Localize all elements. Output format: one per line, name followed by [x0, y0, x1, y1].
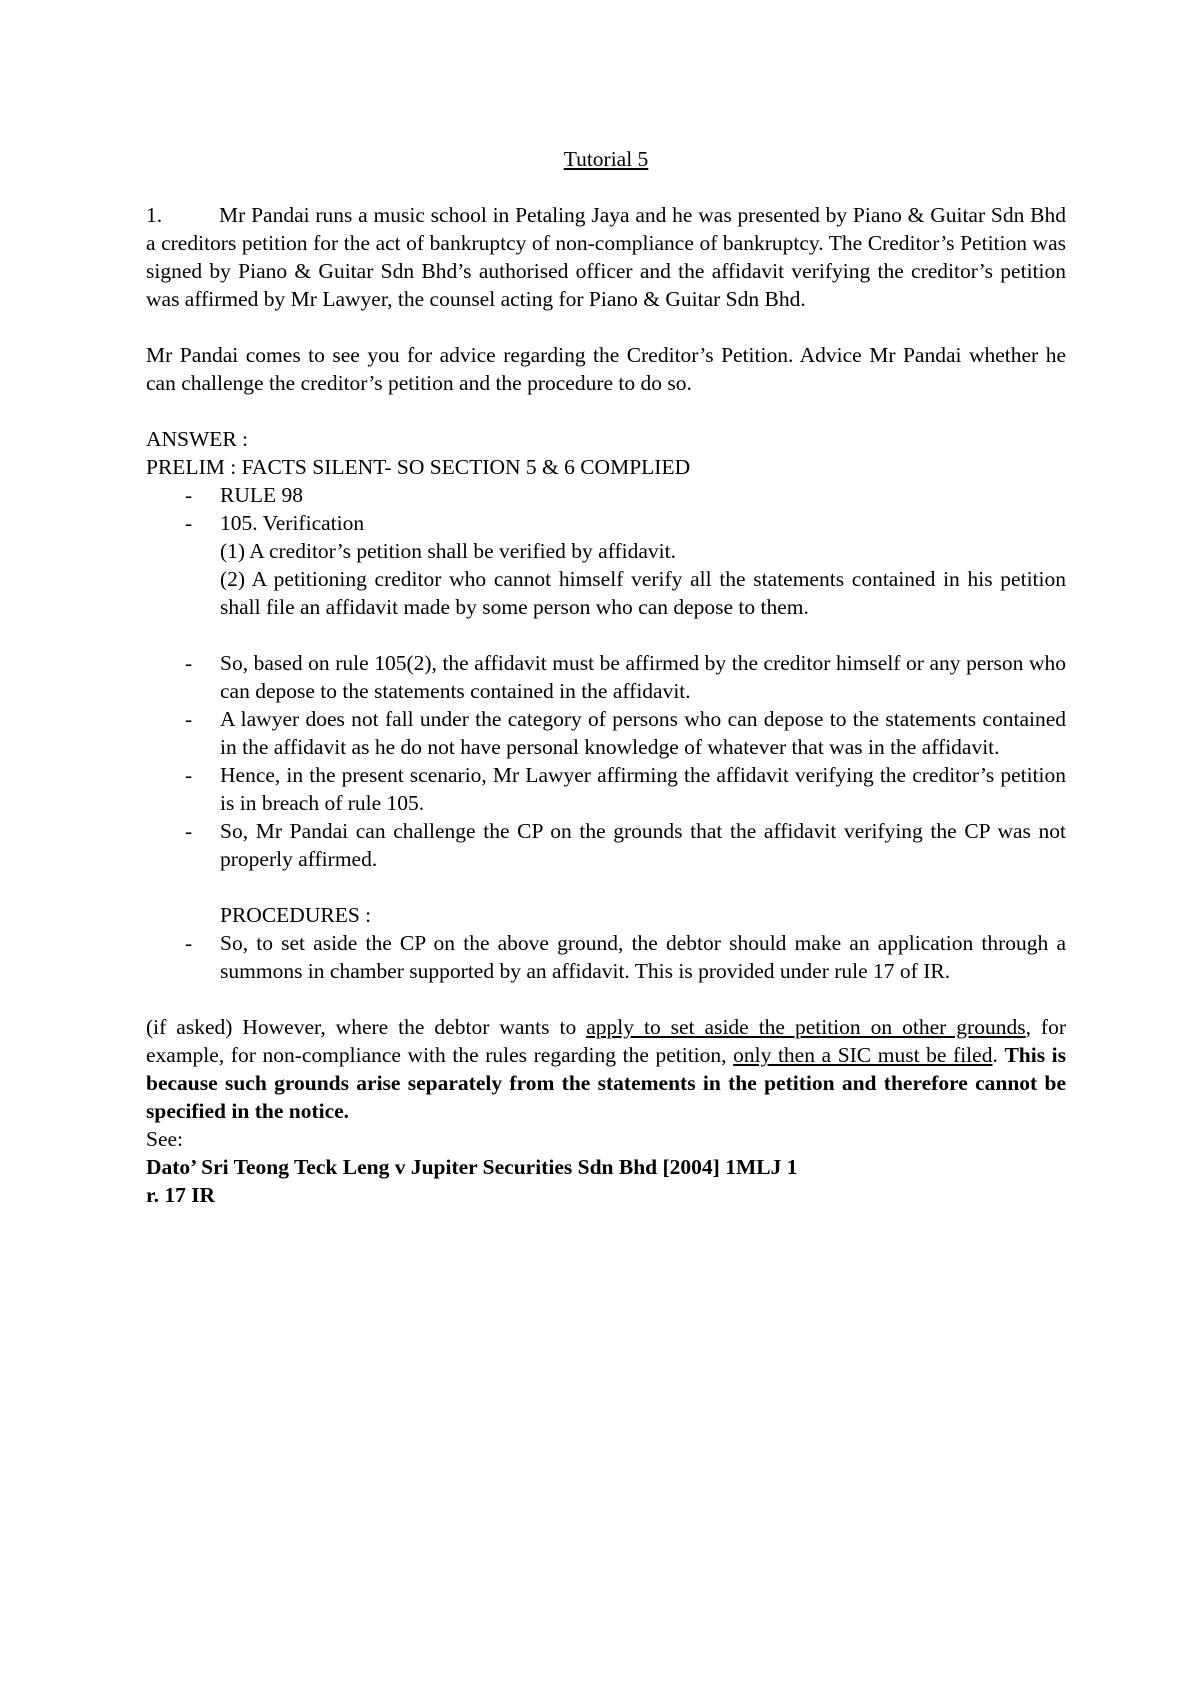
- list-item: - A lawyer does not fall under the category of persons who can depose to the statements contained in the affidavit as he do not have personal knowledge of whatever that was in the affidavit.: [146, 705, 1066, 761]
- rule-reference: r. 17 IR: [146, 1183, 216, 1207]
- list-item: - So, Mr Pandai can challenge the CP on the grounds that the affidavit verifying the CP was not properly affirmed.: [146, 817, 1066, 873]
- question-followup: Mr Pandai comes to see you for advice regarding the Creditor’s Petition. Advice Mr Pandai whether he can challenge the creditor’s petition and the procedure to do so.: [146, 343, 1066, 395]
- rule-text: RULE 98: [220, 483, 304, 507]
- spacer: [146, 313, 1066, 341]
- list-item: [146, 481, 1066, 509]
- closing-text-1: (if asked) However, where the debtor wants to: [146, 1015, 587, 1039]
- analysis-list: [146, 649, 1066, 873]
- spacer: [146, 873, 1066, 901]
- list-item: - Hence, in the present scenario, Mr Lawyer affirming the affidavit verifying the creditor’s petition is in breach of rule 105.: [146, 761, 1066, 817]
- verification-clause-2: (2) A petitioning creditor who cannot himself verify all the statements contained in his petition shall file an affidavit made by some person who can depose to them.: [220, 567, 1066, 619]
- closing-text-2: , for example, for non-compliance with the rules regarding the petition,: [146, 1015, 1066, 1067]
- case-citation: Dato’ Sri Teong Teck Leng v Jupiter Securities Sdn Bhd [2004] 1MLJ 1: [146, 1155, 798, 1179]
- document-page: [146, 145, 1066, 1209]
- answer-heading: ANSWER :: [146, 427, 249, 451]
- procedure-list: [146, 929, 1066, 985]
- spacer: [146, 621, 1066, 649]
- procedures-heading: PROCEDURES :: [220, 903, 372, 927]
- verification-clause-1: (1) A creditor’s petition shall be verified by affidavit.: [220, 539, 676, 563]
- closing-paragraph: [146, 1013, 1066, 1125]
- question-paragraph: [146, 201, 1066, 313]
- question-text: Mr Pandai runs a music school in Petaling Jaya and he was presented by Piano & Guitar Sdn Bhd a creditors petition for the act of bankruptcy of non-compliance of bankruptcy. The Creditor’s Petition was signed by Piano & Guitar Sdn Bhd’s authorised officer and the affidavit verifying the creditor’s petition was affirmed by Mr Lawyer, the counsel acting for Piano & Guitar Sdn Bhd.: [146, 203, 1066, 311]
- closing-bold-text: This is because such grounds arise separately from the statements in the petition and therefore cannot be specified in the notice.: [146, 1043, 1067, 1123]
- list-item: - So, to set aside the CP on the above ground, the debtor should make an application through a summons in chamber supported by an affidavit. This is provided under rule 17 of IR.: [146, 929, 1066, 985]
- list-item: [146, 509, 1066, 621]
- closing-text-3: .: [992, 1043, 1005, 1067]
- see-label: See:: [146, 1127, 184, 1151]
- closing-underlined-1: apply to set aside the petition on other grounds: [586, 1015, 1026, 1039]
- spacer: [146, 985, 1066, 1013]
- prelim-line: PRELIM : FACTS SILENT- SO SECTION 5 & 6 COMPLIED: [146, 455, 691, 479]
- closing-underlined-2: only then a SIC must be filed: [733, 1043, 993, 1067]
- rule-list: [146, 481, 1066, 621]
- verification-heading: - 105. Verification: [220, 511, 365, 535]
- question-number: 1.: [146, 203, 163, 227]
- document-title: Tutorial 5: [563, 147, 649, 171]
- list-item: - So, based on rule 105(2), the affidavit must be affirmed by the creditor himself or any person who can depose to the statements contained in the affidavit.: [146, 649, 1066, 705]
- spacer: [146, 397, 1066, 425]
